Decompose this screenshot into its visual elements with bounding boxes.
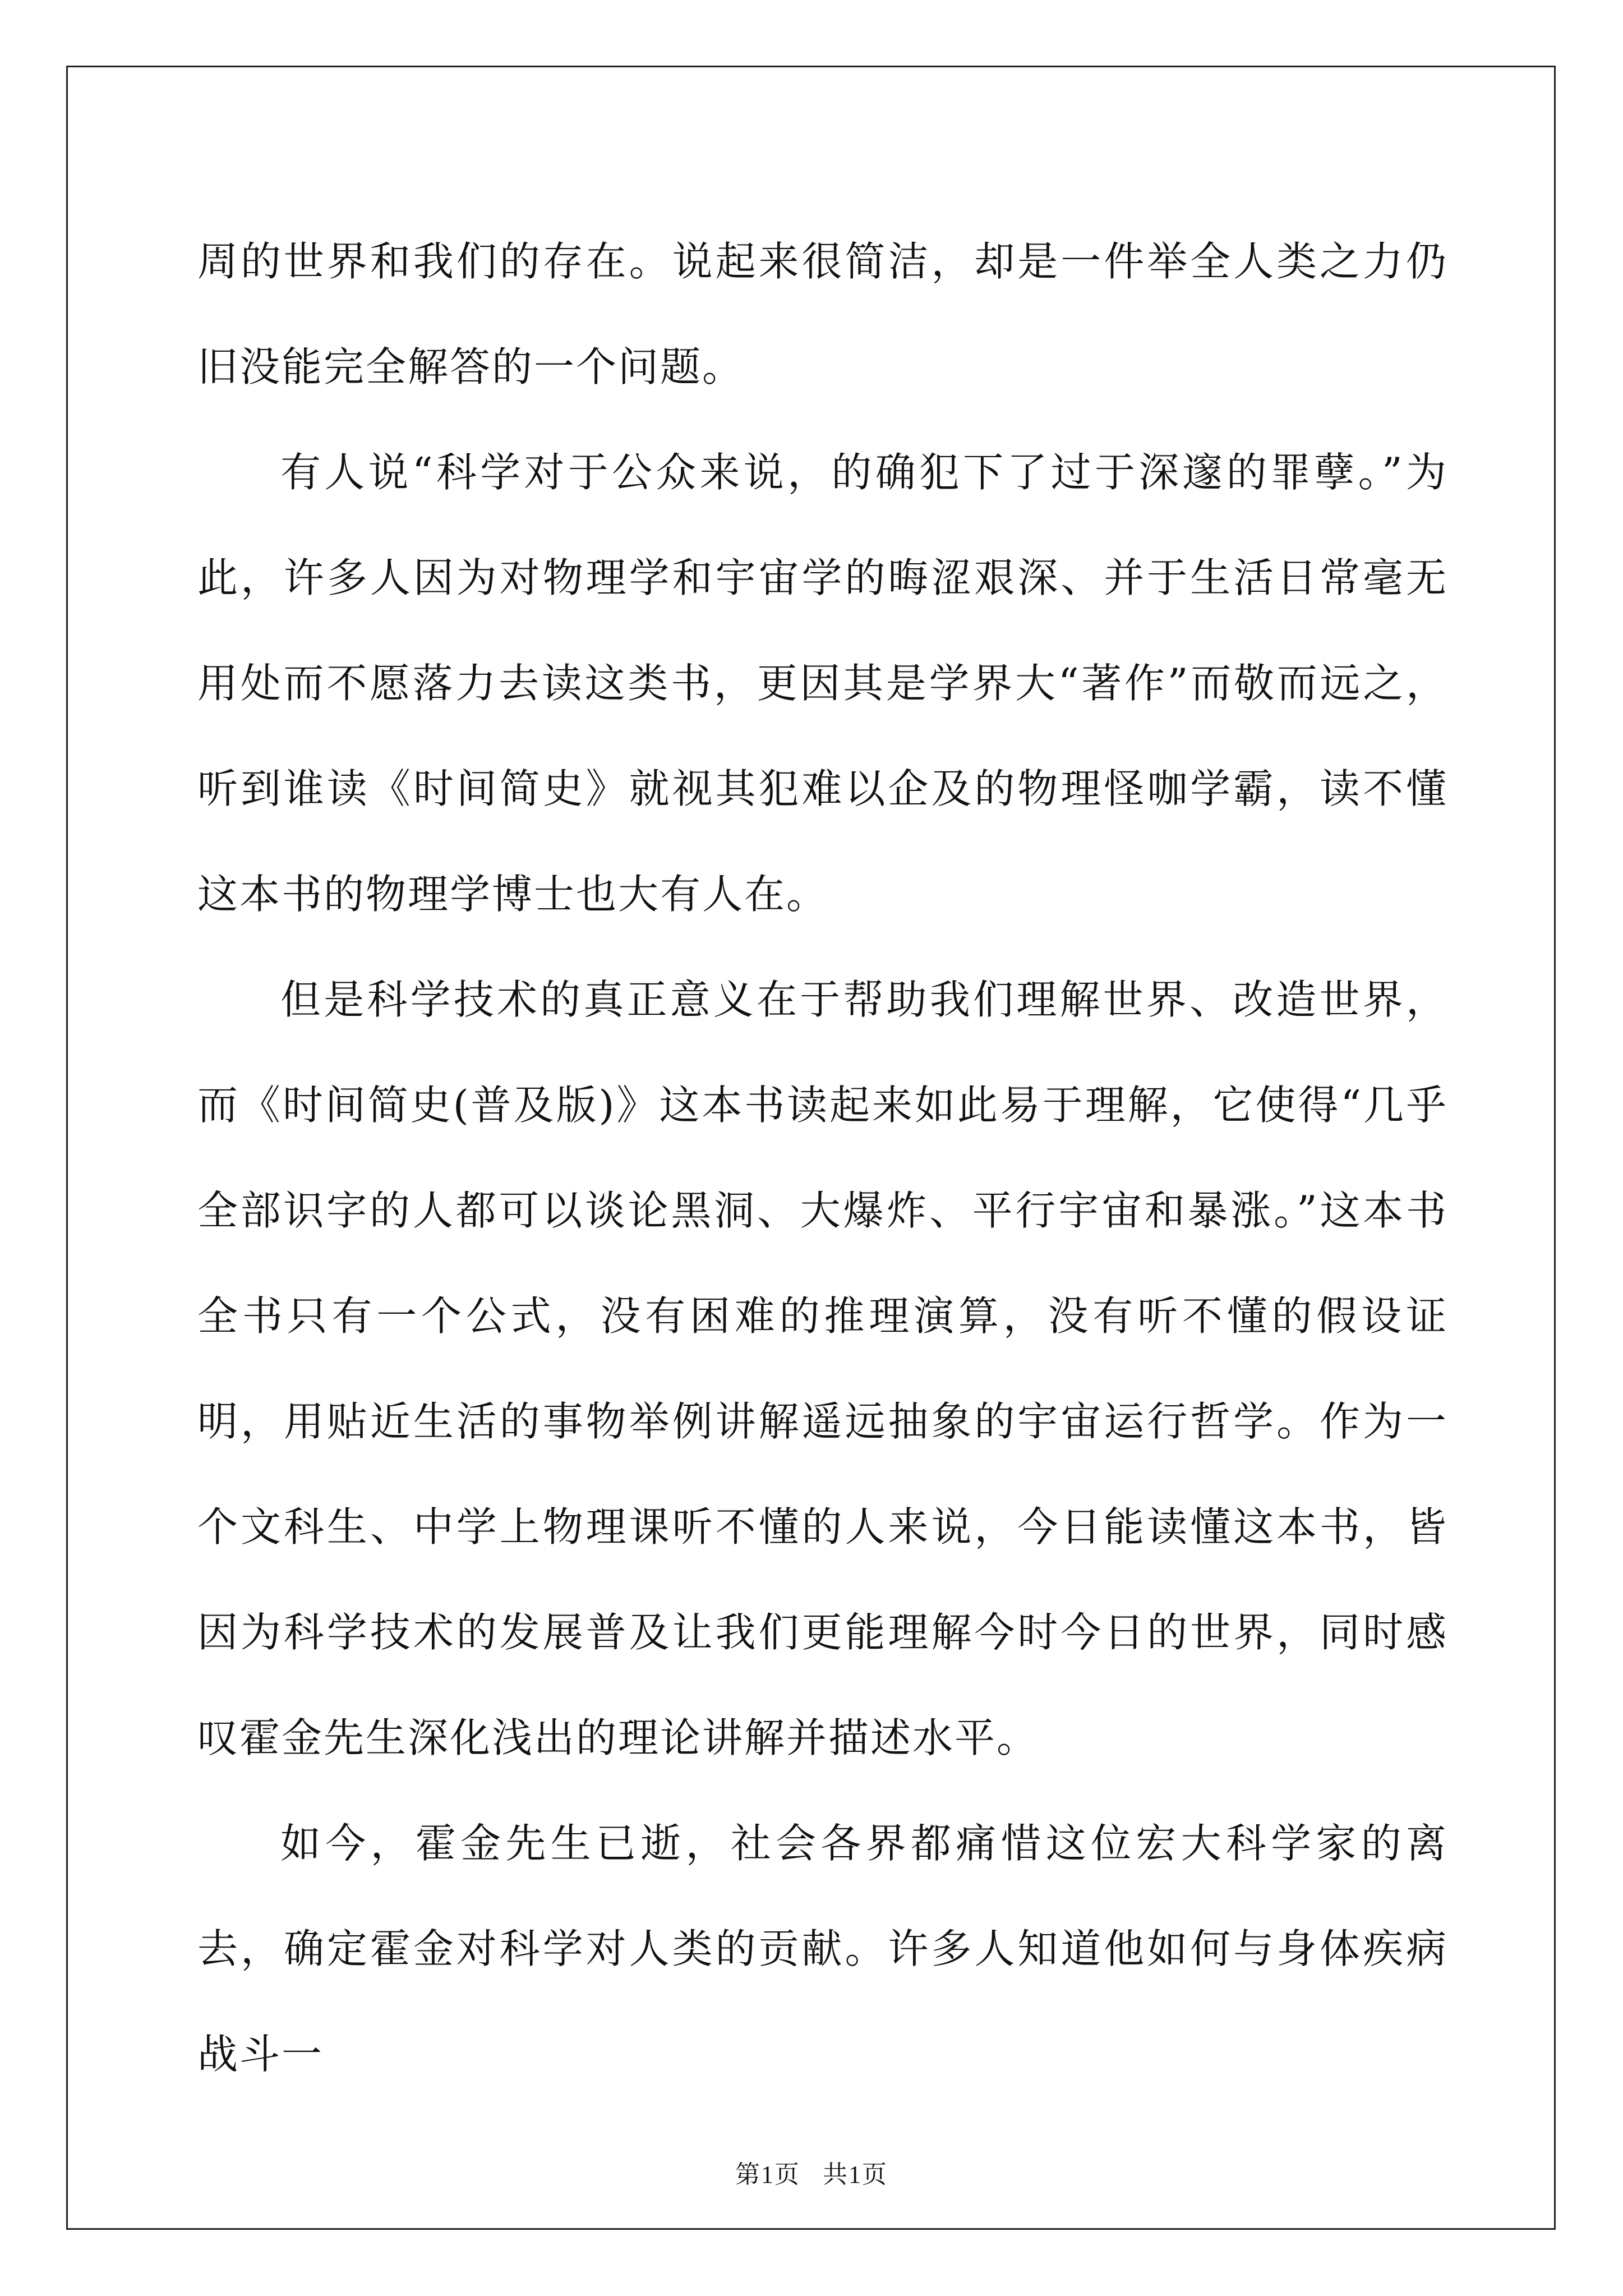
page-total: 共1页: [823, 2161, 888, 2188]
paragraph-2: 有人说“科学对于公众来说，的确犯下了过于深邃的罪孽。”为此，许多人因为对物理学和宇宙学的晦涩艰深、并于生活日常毫无用处而不愿落力去读这类书，更因其是学界大“著作”而敬而远之，听到谁读《时间简史》就视其犯难以企及的物理怪咖学霸，读不懂这本书的物理学博士也大有人在。: [197, 449, 1448, 918]
paragraph-1: 周的世界和我们的存在。说起来很简洁，却是一件举全人类之力仍旧没能完全解答的一个问题。: [197, 238, 1448, 390]
page-number: 第1页: [735, 2161, 800, 2188]
page-footer: [0, 2154, 1623, 2190]
paragraph-3: 但是科学技术的真正意义在于帮助我们理解世界、改造世界，而《时间简史(普及版)》这本书读起来如此易于理解，它使得“几乎全部识字的人都可以谈论黑洞、大爆炸、平行宇宙和暴涨。”这本书全书只有一个公式，没有困难的推理演算，没有听不懂的假设证明，用贴近生活的事物举例讲解遥远抽象的宇宙运行哲学。作为一个文科生、中学上物理课听不懂的人来说，今日能读懂这本书，皆因为科学技术的发展普及让我们更能理解今时今日的世界，同时感叹霍金先生深化浅出的理论讲解并描述水平。: [197, 976, 1448, 1761]
paragraph-4: 如今，霍金先生已逝，社会各界都痛惜这位宏大科学家的离去，确定霍金对科学对人类的贡献。许多人知道他如何与身体疾病战斗一: [197, 1820, 1448, 2078]
document-body: [197, 209, 1448, 2107]
